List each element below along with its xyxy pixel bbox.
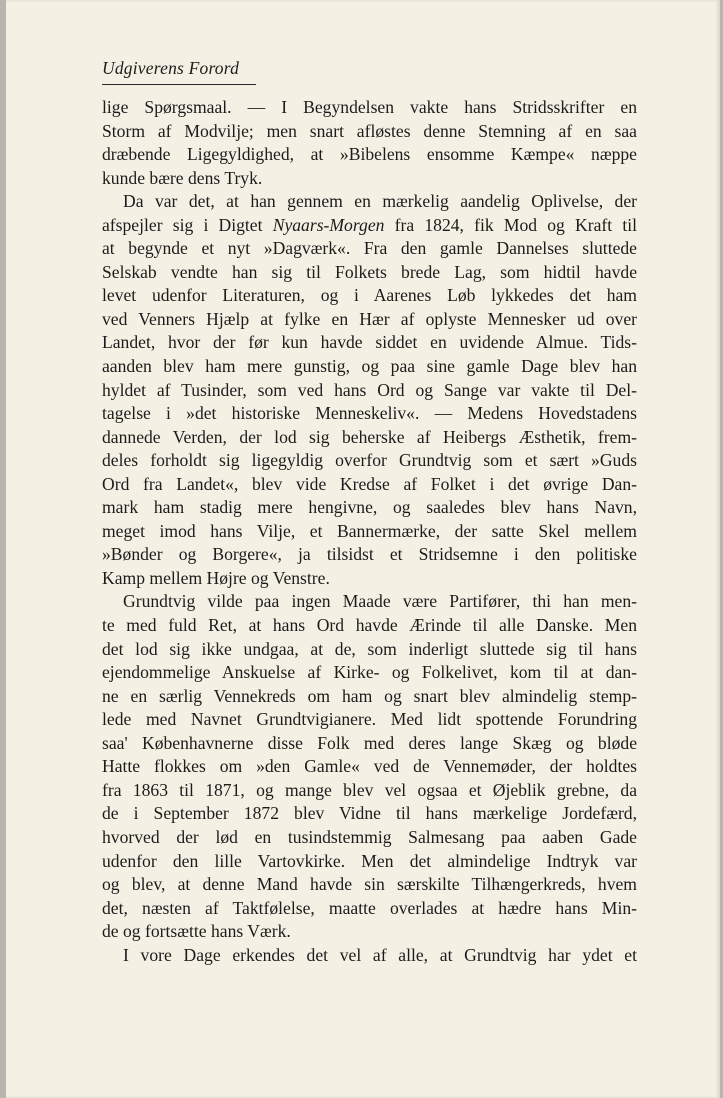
- text-line: fra 1863 til 1871, og mange blev vel ogsaa et Øjeblik grebne, da: [102, 779, 637, 800]
- text-line: Kamp mellem Højre og Venstre.: [102, 567, 330, 588]
- text-fragment: fra 1824, fik Mod og Kraft til: [384, 214, 638, 235]
- text-line: ved Venners Hjælp at fylke en Hær af oplyste Mennesker ud over: [102, 308, 637, 329]
- text-line: dræbende Ligegyldighed, at »Bibelens ensomme Kæmpe« næppe: [102, 144, 637, 165]
- text-line: Storm af Modvilje; men snart afløstes denne Stemning af en saa: [102, 120, 637, 141]
- text-line: kunde bære dens Tryk.: [102, 167, 263, 188]
- text-line: det lod sig ikke undgaa, at de, som inderligt sluttede sig til hans: [102, 638, 637, 659]
- text-line: Hatte flokkes om »den Gamle« ved de Vennemøder, der holdtes: [102, 756, 637, 777]
- italic-title: Nyaars-Morgen: [272, 214, 385, 235]
- text-line: lige Spørgsmaal. — I Begyndelsen vakte hans Stridsskrifter en: [102, 97, 637, 117]
- text-line: saa' Københavnerne disse Folk med deres lange Skæg og bløde: [102, 732, 637, 753]
- text-line: Da var det, at han gennem en mærkelig aandelig Oplivelse, der: [123, 191, 637, 212]
- text-line: ne en særlig Vennekreds om ham og snart blev almindelig stemp-: [102, 685, 637, 706]
- text-line: aanden blev ham mere gunstig, og paa sine gamle Dage blev han: [102, 356, 637, 377]
- text-line: ejendommelige Anskuelse af Kirke- og Folkelivet, kom til at dan-: [102, 662, 637, 683]
- text-line: Selskab vendte han sig til Folkets brede Lag, som hidtil havde: [102, 261, 637, 282]
- text-line: [102, 214, 637, 238]
- text-line: I vore Dage erkendes det vel af alle, at Grundtvig har ydet et: [123, 944, 637, 965]
- text-line: det, næsten af Taktfølelse, maatte overlades at hædre hans Min-: [102, 897, 637, 918]
- text-line: og blev, at denne Mand havde sin særskilte Tilhængerkreds, hvem: [102, 874, 637, 895]
- text-line: deles forholdt sig ligegyldig overfor Grundtvig som et sært »Guds: [102, 450, 637, 471]
- text-line: mark ham stadig mere hengivne, og saaledes blev hans Navn,: [102, 497, 637, 518]
- text-line: te med fuld Ret, at hans Ord havde Ærinde til alle Danske. Men: [102, 615, 637, 636]
- text-line: at begynde et nyt »Dagværk«. Fra den gamle Dannelses sluttede: [102, 238, 637, 259]
- running-head: Udgiverens Forord: [102, 58, 240, 78]
- text-line: Grundtvig vilde paa ingen Maade være Partifører, thi han men-: [123, 591, 637, 612]
- text-line: hvorved der lød en tusindstemmig Salmesang paa aaben Gade: [102, 826, 637, 847]
- text-line: »Bønder og Borgere«, ja tilsidst et Stridsemne i den politiske: [102, 544, 637, 565]
- text-line: Landet, hvor der før kun havde siddet en uvidende Almue. Tids-: [102, 332, 637, 353]
- text-line: de i September 1872 blev Vidne til hans mærkelige Jordefærd,: [102, 803, 637, 824]
- text-line: meget imod hans Vilje, et Bannermærke, der satte Skel mellem: [102, 520, 637, 541]
- text-line: hyldet af Tusinder, som ved hans Ord og Sange var vakte til Del-: [102, 379, 637, 400]
- body-text: [102, 96, 637, 967]
- text-line: dannede Verden, der lod sig beherske af Heibergs Æsthetik, frem-: [102, 426, 637, 447]
- text-line: tagelse i »det historiske Menneskeliv«. — Medens Hovedstadens: [102, 403, 637, 424]
- book-page: [6, 0, 720, 1098]
- text-line: Ord fra Landet«, blev vide Kredse af Folket i det øvrige Dan-: [102, 473, 637, 494]
- text-line: levet udenfor Literaturen, og i Aarenes Løb lykkedes det ham: [102, 285, 637, 306]
- text-line: udenfor den lille Vartovkirke. Men det almindelige Indtryk var: [102, 850, 637, 871]
- running-head-rule: [102, 84, 256, 85]
- text-fragment: afspejler sig i Digtet: [102, 214, 273, 235]
- text-line: de og fortsætte hans Værk.: [102, 921, 291, 942]
- text-line: lede med Navnet Grundtvigianere. Med lidt spottende Forundring: [102, 709, 637, 730]
